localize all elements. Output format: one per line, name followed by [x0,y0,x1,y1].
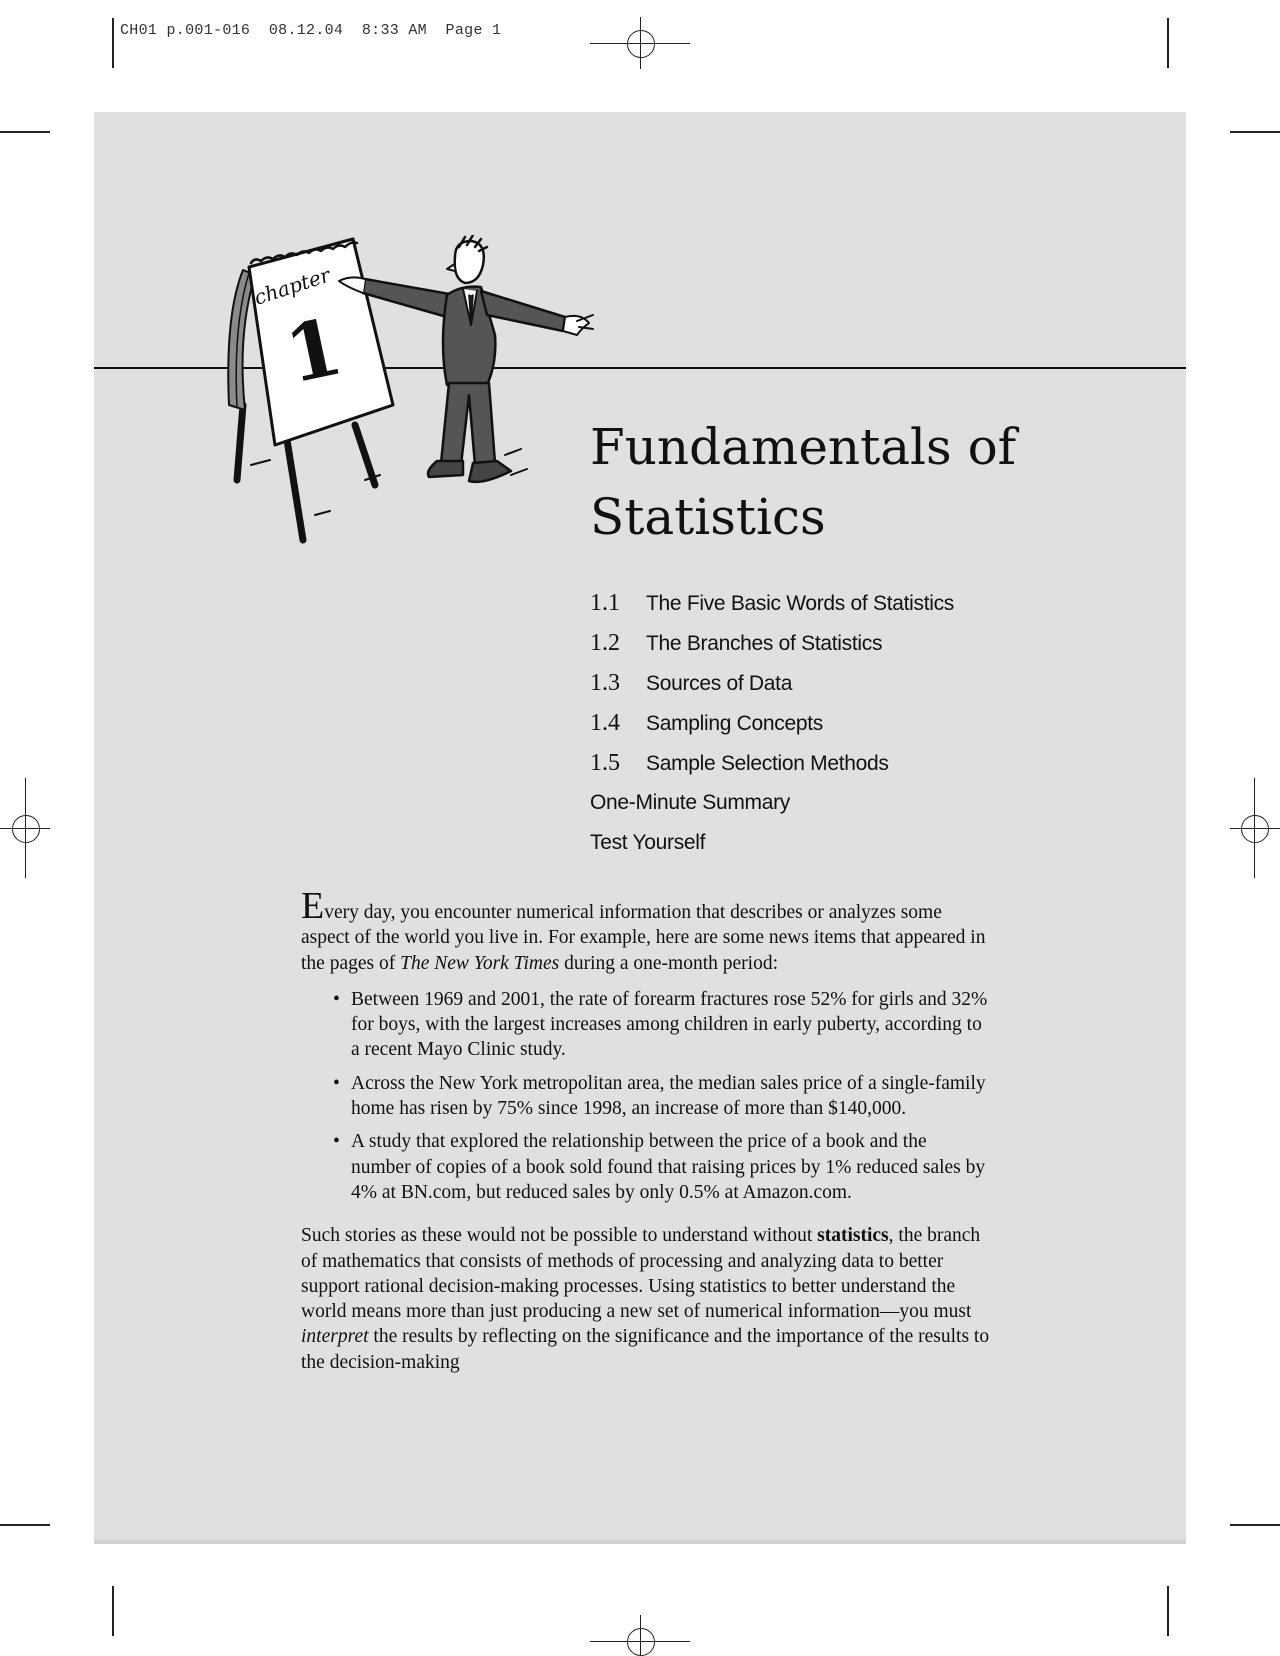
toc-section-number: 1.5 [590,750,620,776]
crop-mark [1167,1586,1169,1636]
crop-mark [112,18,114,68]
toc-section-number: 1.4 [590,710,620,736]
intro-paragraph: Every day, you encounter numerical information that describes or analyzes some aspect of the world you live in. For example, here are some news items that appeared in the pages of The New York Times during a one-month period: [301,885,986,974]
toc-item [590,583,954,623]
print-slug: CH01 p.001-016 08.12.04 8:33 AM Page 1 [120,22,502,39]
chapter-title [590,412,1016,552]
toc-section-label: The Branches of Statistics [646,632,883,655]
pad-number: 1 [278,301,351,402]
crop-mark [1230,131,1280,133]
chapter-title-line1: Fundamentals of [590,418,1017,476]
toc-section-number: 1.1 [590,590,620,616]
toc-item [590,743,954,783]
toc-section-number: 1.2 [590,630,620,656]
closing-paragraph: Such stories as these would not be possible to understand without statistics, the branch of mathematics that consists of methods of processing and analyzing data to better support rational decision-making processes. Using statistics to better understand the world means more than just producing a new set of numerical information—you must interpret the results by reflecting on the significance and the importance of the results to the decision-making [301,1225,990,1373]
toc-section-label: Sampling Concepts [646,712,823,735]
emphasis-term: interpret [301,1326,369,1348]
chapter-contents [590,583,954,863]
toc-section-label: The Five Basic Words of Statistics [646,592,955,615]
news-items [301,987,991,1205]
key-term: statistics [817,1225,889,1247]
crop-mark [1230,1524,1280,1526]
publication-name: The New York Times [400,952,560,974]
crop-mark [0,131,50,133]
pad-word: chapter [251,262,333,310]
crop-mark [0,1524,50,1526]
toc-item [590,703,954,743]
news-item: • A study that explored the relationship between the price of a book and the number of copies of a book sold found that raising prices by 1% reduced sales by 4% at BN.com, but reduced sales by only 0.5% at Amazon.com. [351,1129,991,1205]
crop-mark [112,1586,114,1636]
chapter-illustration [215,235,635,555]
toc-section-label: Sample Selection Methods [646,752,889,775]
toc-section-label: Test Yourself [590,831,706,854]
news-item: • Across the New York metropolitan area, the median sales price of a single-family home has risen by 75% since 1998, an increase of more than $140,000. [351,1071,991,1122]
toc-item [590,783,954,823]
toc-item [590,623,954,663]
toc-section-label: One-Minute Summary [590,791,790,814]
toc-section-label: Sources of Data [646,672,793,695]
crop-mark [1167,18,1169,68]
chapter-title-line2: Statistics [590,488,826,546]
toc-item [590,823,954,863]
toc-section-number: 1.3 [590,670,620,696]
toc-item [590,663,954,703]
drop-cap: E [301,885,325,927]
body-text [301,885,991,1375]
news-item: • Between 1969 and 2001, the rate of forearm fractures rose 52% for girls and 32% for boys, with the largest increases among children in early puberty, according to a recent Mayo Clinic study. [351,987,991,1063]
